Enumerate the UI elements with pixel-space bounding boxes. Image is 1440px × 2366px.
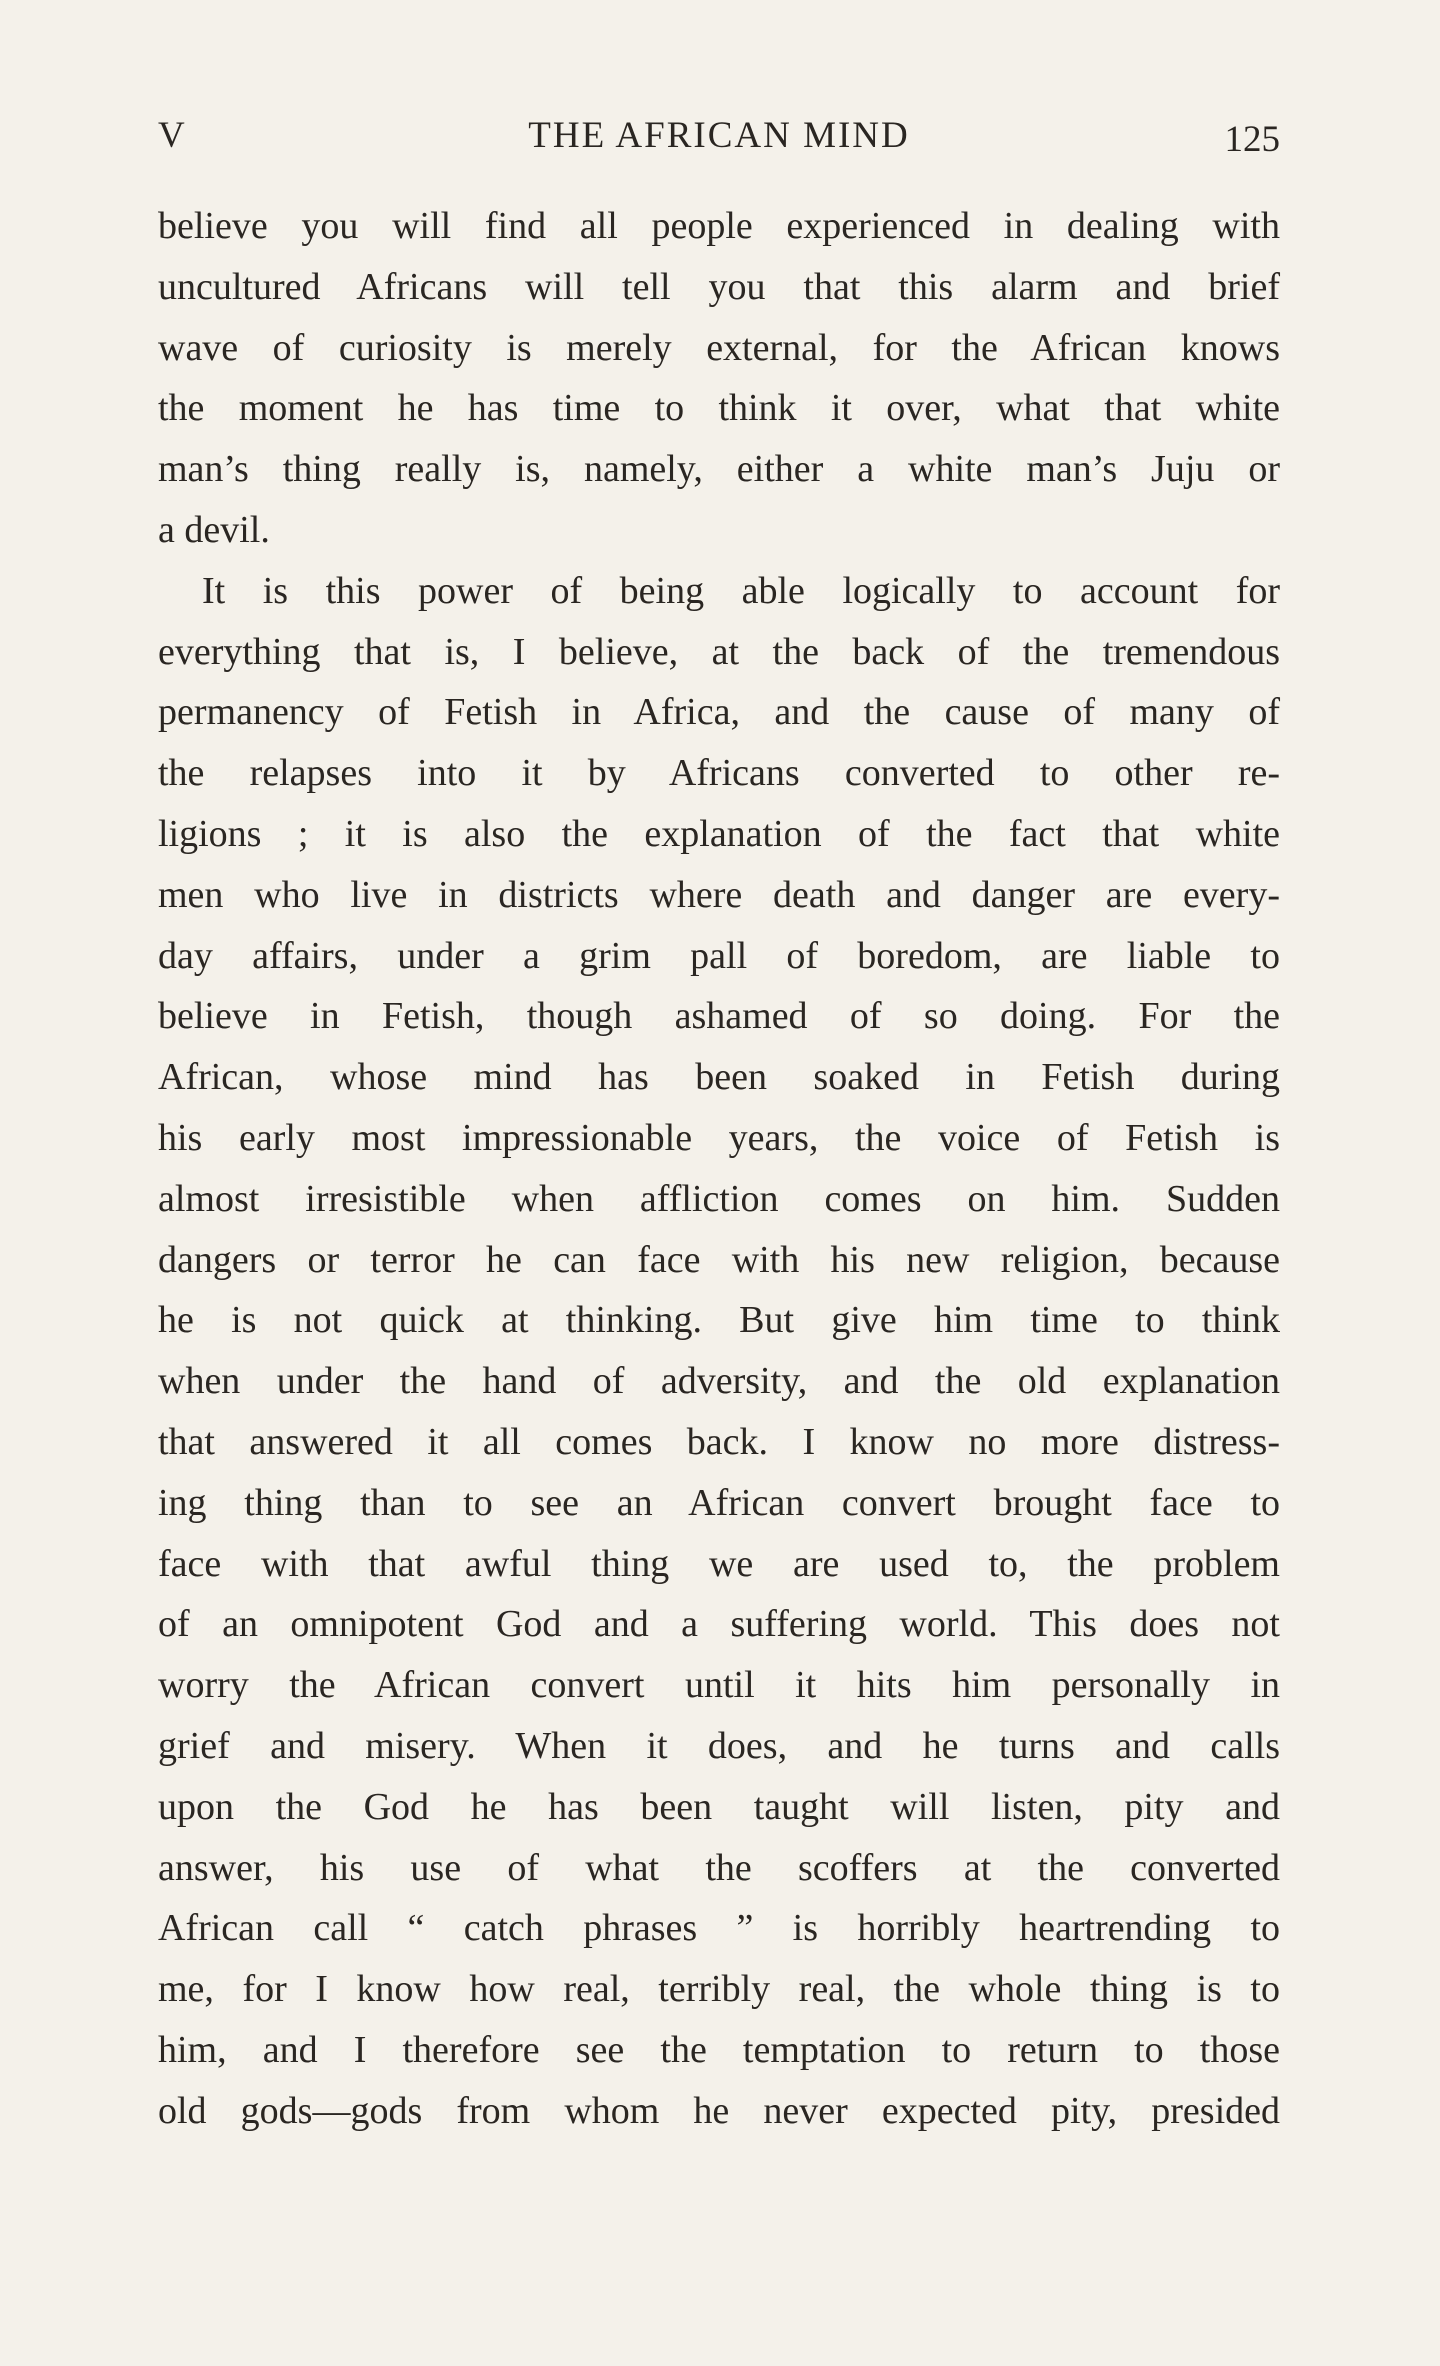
text-line: face with that awful thing we are used to, the problem — [158, 1542, 1280, 1585]
text-line: almost irresistible when affliction comes on him. Sudden — [158, 1177, 1280, 1220]
text-line: believe in Fetish, though ashamed of so doing. For the — [158, 995, 1280, 1038]
text-line: his early most impressionable years, the voice of Fetish is — [158, 1116, 1280, 1159]
text-line: worry the African convert until it hits him personally in — [158, 1664, 1280, 1707]
text-line: man’s thing really is, namely, either a white man’s Juju or — [158, 448, 1280, 491]
text-line: the relapses into it by Africans converted to other re- — [158, 752, 1280, 795]
text-line: old gods—gods from whom he never expected pity, presided — [158, 2089, 1280, 2132]
text-line: day affairs, under a grim pall of boredom, are liable to — [158, 934, 1280, 977]
text-line: wave of curiosity is merely external, for the African knows — [158, 326, 1280, 369]
page-number: 125 — [1224, 119, 1280, 160]
text-line: a devil. — [158, 508, 270, 551]
text-line: me, for I know how real, terribly real, the whole thing is to — [158, 1968, 1280, 2011]
body-text — [158, 196, 1280, 2142]
text-line: believe you will find all people experienced in dealing with — [158, 205, 1280, 247]
text-line: that answered it all comes back. I know no more distress- — [158, 1420, 1280, 1463]
text-line: the moment he has time to think it over, what that white — [158, 387, 1280, 430]
chapter-number: V — [158, 115, 187, 156]
text-line: upon the God he has been taught will listen, pity and — [158, 1785, 1280, 1828]
text-line: permanency of Fetish in Africa, and the cause of many of — [158, 691, 1280, 734]
text-line: everything that is, I believe, at the back of the tremendous — [158, 630, 1280, 673]
text-line: he is not quick at thinking. But give him time to think — [158, 1299, 1280, 1342]
text-line: when under the hand of adversity, and the old explanation — [158, 1360, 1280, 1403]
text-line: uncultured Africans will tell you that this alarm and brief — [158, 265, 1280, 308]
running-title: THE AFRICAN MIND — [528, 115, 910, 156]
text-line: dangers or terror he can face with his new religion, because — [158, 1238, 1280, 1281]
text-line: men who live in districts where death and danger are every- — [158, 873, 1280, 916]
text-line: It is this power of being able logically to account for — [202, 569, 1280, 612]
text-line: African, whose mind has been soaked in Fetish during — [158, 1056, 1280, 1099]
text-line: ligions ; it is also the explanation of the fact that white — [158, 812, 1280, 855]
text-line: African call “ catch phrases ” is horribly heartrending to — [158, 1907, 1280, 1950]
running-head — [158, 114, 1280, 164]
text-line: answer, his use of what the scoffers at the converted — [158, 1846, 1280, 1889]
text-line: of an omnipotent God and a suffering world. This does not — [158, 1603, 1280, 1646]
text-line: ing thing than to see an African convert brought face to — [158, 1481, 1280, 1524]
text-line: grief and misery. When it does, and he turns and calls — [158, 1724, 1280, 1767]
text-line: him, and I therefore see the temptation to return to those — [158, 2028, 1280, 2071]
